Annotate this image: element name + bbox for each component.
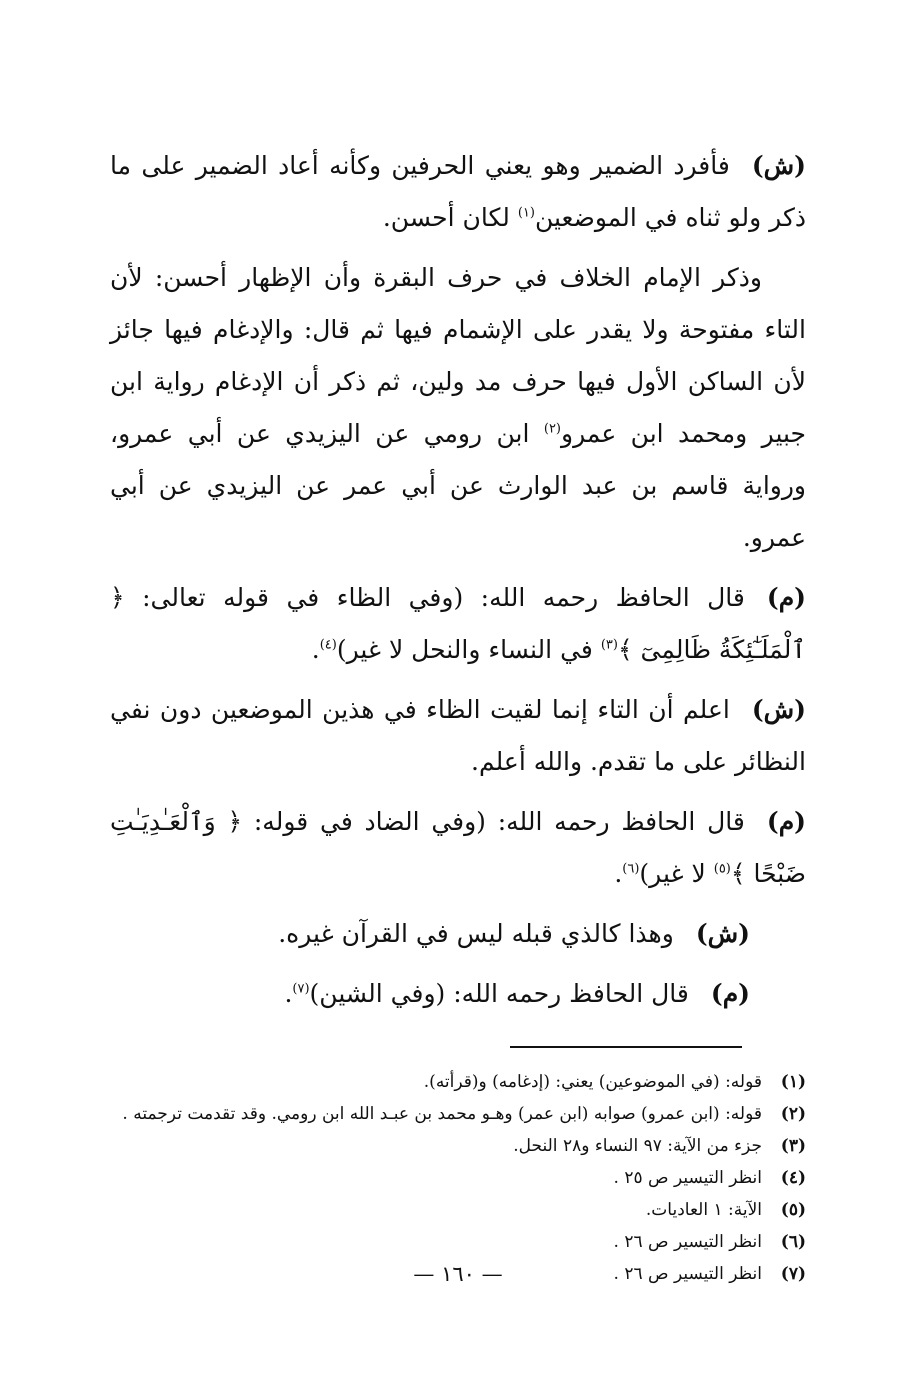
paragraph-text: فأفرد الضمير وهو يعني الحرفين وكأنه أعاد الضمير على ما ذكر ولو ثناه في الموضعين <box>110 151 806 232</box>
page-body <box>110 140 806 1320</box>
paragraph-5 <box>110 796 806 900</box>
footnote-number: (١) <box>780 1072 806 1092</box>
footnote-ref[interactable]: (٣) <box>600 637 618 653</box>
footnote-item <box>110 1162 806 1194</box>
footnote-number: (٢) <box>780 1104 806 1124</box>
paragraph-4 <box>110 684 806 788</box>
footnote-text: انظر التيسير ص ٢٥ . <box>613 1168 762 1188</box>
paragraph-label: (ش) <box>751 151 806 180</box>
paragraph-1 <box>110 140 806 244</box>
footnote-ref[interactable]: (٤) <box>319 637 337 653</box>
paragraph-3 <box>110 572 806 676</box>
paragraph-text: قال الحافظ رحمه الله: (وفي الشين) <box>309 979 689 1008</box>
footnote-ref[interactable]: (١) <box>517 205 535 221</box>
footnote-item <box>110 1194 806 1226</box>
footnote-ref[interactable]: (٦) <box>622 861 640 877</box>
footnote-number: (٦) <box>780 1232 806 1252</box>
paragraph-label: (م) <box>766 583 806 612</box>
paragraph-text: وذكر الإمام الخلاف في حرف البقرة وأن الإظهار أحسن: لأن التاء مفتوحة ولا يقدر على الإشمام فيها ثم قال: والإدغام فيها جائز لأن الساكن الأول فيها حرف مد ولين، ثم ذكر أن الإدغام رواية ابن جبير ومحمد ابن عمرو <box>110 263 806 448</box>
footnote-item <box>110 1130 806 1162</box>
footnote-text: الآية: ١ العاديات. <box>645 1200 762 1220</box>
paragraph-6 <box>110 908 806 960</box>
paragraph-tail: لكان أحسن. <box>382 203 518 232</box>
footnote-text: جزء من الآية: ٩٧ النساء و٢٨ النحل. <box>513 1136 762 1156</box>
paragraph-text: وهذا كالذي قبله ليس في القرآن غيره. <box>278 919 674 948</box>
footnote-text: انظر التيسير ص ٢٦ . <box>613 1264 762 1284</box>
paragraph-tail: . <box>284 979 293 1008</box>
footnote-item <box>110 1098 806 1130</box>
paragraph-text: اعلم أن التاء إنما لقيت الظاء في هذين الموضعين دون نفي النظائر على ما تقدم. والله أعلم. <box>110 695 806 776</box>
footnote-text: قوله: (ابن عمرو) صوابه (ابن عمر) وهـو محمد بن عبـد الله ابن رومي. وقد تقدمت ترجمته . <box>122 1104 762 1124</box>
footnote-item <box>110 1226 806 1258</box>
footnote-ref[interactable]: (٧) <box>292 981 310 997</box>
paragraph-2 <box>110 252 806 564</box>
footnote-number: (٧) <box>780 1264 806 1284</box>
paragraph-tail: . <box>311 635 320 664</box>
paragraph-7 <box>110 968 806 1020</box>
footnote-number: (٣) <box>780 1136 806 1156</box>
page-number: — ١٦٠ — <box>413 1262 503 1286</box>
paragraph-text: قال الحافظ رحمه الله: (وفي الضاد في قوله: ﴿ وَٱلْعَـٰدِيَـٰتِ ضَبْحًا ﴾ <box>110 807 806 888</box>
footnote-number: (٥) <box>780 1200 806 1220</box>
paragraph-text: قال الحافظ رحمه الله: (وفي الظاء في قوله تعالى: ﴿ ٱلْمَلَـٰٓئِكَةُ ظَالِمِىٓ ﴾ <box>110 583 806 664</box>
footnote-item <box>110 1066 806 1098</box>
paragraph-tail: . <box>614 859 623 888</box>
footnote-divider <box>510 1046 742 1048</box>
footnote-ref[interactable]: (٥) <box>713 861 731 877</box>
paragraph-label: (م) <box>710 979 750 1008</box>
paragraph-label: (م) <box>766 807 806 836</box>
paragraph-tail: في النساء والنحل لا غير) <box>336 635 601 664</box>
footnotes <box>110 1066 806 1290</box>
paragraph-tail: ابن رومي عن اليزيدي عن أبي عمرو، ورواية قاسم بن عبد الوارث عن أبي عمر عن اليزيدي عن أبي عمرو. <box>110 419 806 552</box>
footnote-text: قوله: (في الموضوعين) يعني: (إدغامه) و(قرأته). <box>423 1072 762 1092</box>
footnote-ref[interactable]: (٢) <box>543 421 561 437</box>
footnote-number: (٤) <box>780 1168 806 1188</box>
paragraph-label: (ش) <box>751 695 807 724</box>
footnote-text: انظر التيسير ص ٢٦ . <box>613 1232 762 1252</box>
paragraph-label: (ش) <box>695 919 750 948</box>
paragraph-tail: لا غير) <box>639 859 714 888</box>
